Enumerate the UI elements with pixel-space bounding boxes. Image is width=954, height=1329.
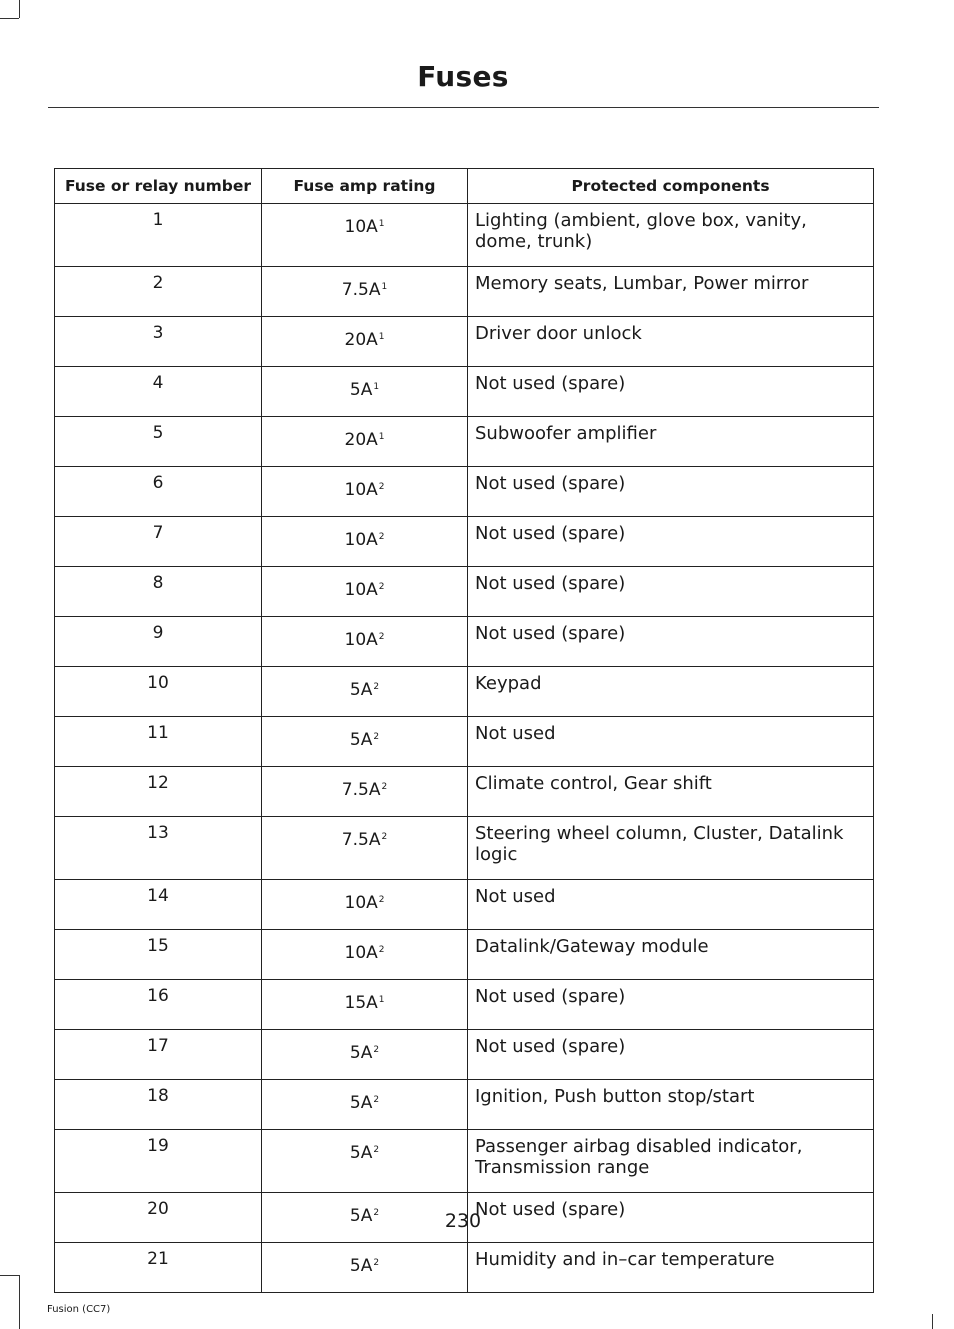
crop-mark: [19, 1275, 20, 1329]
amp-rating-value: 5A: [349, 1206, 373, 1226]
footnote-marker: 2: [378, 632, 385, 642]
header-protected-components: Protected components: [468, 169, 874, 204]
amp-rating-value: 5A: [349, 680, 373, 700]
amp-rating-value: 5A: [349, 1093, 373, 1113]
footnote-marker: 2: [378, 482, 385, 492]
footnote-marker: 2: [378, 895, 385, 905]
fuse-number-cell: 2: [55, 267, 262, 317]
fuse-number-cell: 8: [55, 567, 262, 617]
fuse-number-cell: 9: [55, 617, 262, 667]
fuse-number-cell: 1: [55, 204, 262, 267]
crop-mark: [932, 1314, 933, 1329]
fuse-number-cell: 18: [55, 1080, 262, 1130]
amp-rating-cell: [262, 667, 468, 717]
protected-components-cell: Climate control, Gear shift: [468, 767, 874, 817]
crop-mark: [19, 0, 20, 18]
amp-rating-value: 10A: [344, 217, 378, 237]
protected-components-cell: Ignition, Push button stop/start: [468, 1080, 874, 1130]
protected-components-cell: Not used: [468, 717, 874, 767]
footnote-marker: 2: [373, 1095, 380, 1105]
fuse-number-cell: 14: [55, 880, 262, 930]
protected-components-cell: Not used (spare): [468, 517, 874, 567]
footnote-marker: 2: [378, 532, 385, 542]
protected-components-cell: Keypad: [468, 667, 874, 717]
table-row: [55, 204, 874, 267]
protected-components-cell: Driver door unlock: [468, 317, 874, 367]
table-row: [55, 930, 874, 980]
footnote-marker: 2: [373, 1258, 380, 1268]
fuse-number-cell: 6: [55, 467, 262, 517]
amp-rating-cell: [262, 1030, 468, 1080]
table-header-row: [55, 169, 874, 204]
footnote-marker: 2: [373, 1145, 380, 1155]
header-amp-rating: Fuse amp rating: [262, 169, 468, 204]
amp-rating-value: 5A: [349, 1256, 373, 1276]
table-row: [55, 880, 874, 930]
amp-rating-value: 7.5A: [341, 830, 381, 850]
amp-rating-value: 20A: [344, 430, 378, 450]
fuse-table: [54, 168, 874, 1293]
table-row: [55, 367, 874, 417]
fuse-number-cell: 7: [55, 517, 262, 567]
amp-rating-cell: [262, 1080, 468, 1130]
protected-components-cell: Memory seats, Lumbar, Power mirror: [468, 267, 874, 317]
fuse-table-body: [55, 204, 874, 1293]
amp-rating-cell: [262, 317, 468, 367]
table-row: [55, 767, 874, 817]
amp-rating-cell: [262, 204, 468, 267]
amp-rating-value: 10A: [344, 480, 378, 500]
amp-rating-value: 5A: [349, 380, 373, 400]
protected-components-cell: Not used (spare): [468, 367, 874, 417]
protected-components-cell: Lighting (ambient, glove box, vanity, dome, trunk): [468, 204, 874, 267]
table-row: [55, 980, 874, 1030]
table-row: [55, 667, 874, 717]
protected-components-cell: Passenger airbag disabled indicator, Transmission range: [468, 1130, 874, 1193]
amp-rating-value: 10A: [344, 530, 378, 550]
footnote-marker: 1: [378, 432, 385, 442]
footnote-marker: 1: [378, 995, 385, 1005]
header-fuse-number: Fuse or relay number: [55, 169, 262, 204]
table-row: [55, 1030, 874, 1080]
crop-mark: [0, 1275, 19, 1276]
table-row: [55, 817, 874, 880]
amp-rating-cell: [262, 817, 468, 880]
fuse-number-cell: 13: [55, 817, 262, 880]
footnote-marker: 2: [378, 582, 385, 592]
fuse-number-cell: 3: [55, 317, 262, 367]
table-row: [55, 267, 874, 317]
fuse-number-cell: 12: [55, 767, 262, 817]
amp-rating-cell: [262, 267, 468, 317]
protected-components-cell: Not used (spare): [468, 617, 874, 667]
amp-rating-cell: [262, 517, 468, 567]
footnote-marker: 2: [373, 732, 380, 742]
amp-rating-value: 7.5A: [341, 780, 381, 800]
amp-rating-value: 5A: [349, 730, 373, 750]
amp-rating-cell: [262, 617, 468, 667]
amp-rating-value: 10A: [344, 943, 378, 963]
protected-components-cell: Not used (spare): [468, 1030, 874, 1080]
amp-rating-value: 20A: [344, 330, 378, 350]
amp-rating-cell: [262, 717, 468, 767]
footnote-marker: 2: [373, 1208, 380, 1218]
amp-rating-cell: [262, 1243, 468, 1293]
amp-rating-value: 10A: [344, 893, 378, 913]
fuse-number-cell: 11: [55, 717, 262, 767]
footnote-marker: 2: [373, 682, 380, 692]
footer-model: Fusion (CC7): [47, 1304, 111, 1315]
footnote-marker: 1: [378, 332, 385, 342]
protected-components-cell: Datalink/Gateway module: [468, 930, 874, 980]
protected-components-cell: Not used (spare): [468, 1193, 874, 1243]
footnote-marker: 1: [381, 282, 388, 292]
table-row: [55, 1130, 874, 1193]
protected-components-cell: Subwoofer amplifier: [468, 417, 874, 467]
footnote-marker: 2: [378, 945, 385, 955]
protected-components-cell: Not used (spare): [468, 467, 874, 517]
protected-components-cell: Not used: [468, 880, 874, 930]
table-row: [55, 317, 874, 367]
amp-rating-cell: [262, 930, 468, 980]
amp-rating-cell: [262, 1130, 468, 1193]
fuse-number-cell: 15: [55, 930, 262, 980]
page-title: Fuses: [417, 60, 509, 93]
table-row: [55, 467, 874, 517]
fuse-number-cell: 19: [55, 1130, 262, 1193]
table-row: [55, 1080, 874, 1130]
fuse-number-cell: 10: [55, 667, 262, 717]
protected-components-cell: Steering wheel column, Cluster, Datalink logic: [468, 817, 874, 880]
table-row: [55, 1243, 874, 1293]
amp-rating-cell: [262, 880, 468, 930]
protected-components-cell: Humidity and in–car temperature: [468, 1243, 874, 1293]
footnote-marker: 2: [381, 832, 388, 842]
amp-rating-value: 10A: [344, 630, 378, 650]
amp-rating-value: 5A: [349, 1143, 373, 1163]
table-row: [55, 717, 874, 767]
amp-rating-cell: [262, 467, 468, 517]
amp-rating-cell: [262, 567, 468, 617]
amp-rating-cell: [262, 367, 468, 417]
amp-rating-value: 10A: [344, 580, 378, 600]
footnote-marker: 1: [378, 219, 385, 229]
footnote-marker: 2: [381, 782, 388, 792]
title-divider: [48, 107, 879, 108]
protected-components-cell: Not used (spare): [468, 980, 874, 1030]
table-row: [55, 417, 874, 467]
fuse-number-cell: 20: [55, 1193, 262, 1243]
footnote-marker: 1: [373, 382, 380, 392]
page-number: 230: [444, 1210, 482, 1232]
amp-rating-value: 5A: [349, 1043, 373, 1063]
table-row: [55, 517, 874, 567]
amp-rating-cell: [262, 767, 468, 817]
amp-rating-value: 7.5A: [341, 280, 381, 300]
footnote-marker: 2: [373, 1045, 380, 1055]
fuse-number-cell: 4: [55, 367, 262, 417]
fuse-number-cell: 5: [55, 417, 262, 467]
fuse-number-cell: 16: [55, 980, 262, 1030]
table-row: [55, 567, 874, 617]
amp-rating-cell: [262, 417, 468, 467]
amp-rating-cell: [262, 980, 468, 1030]
table-row: [55, 617, 874, 667]
protected-components-cell: Not used (spare): [468, 567, 874, 617]
fuse-number-cell: 21: [55, 1243, 262, 1293]
crop-mark: [0, 18, 19, 19]
amp-rating-value: 15A: [344, 993, 378, 1013]
fuse-number-cell: 17: [55, 1030, 262, 1080]
